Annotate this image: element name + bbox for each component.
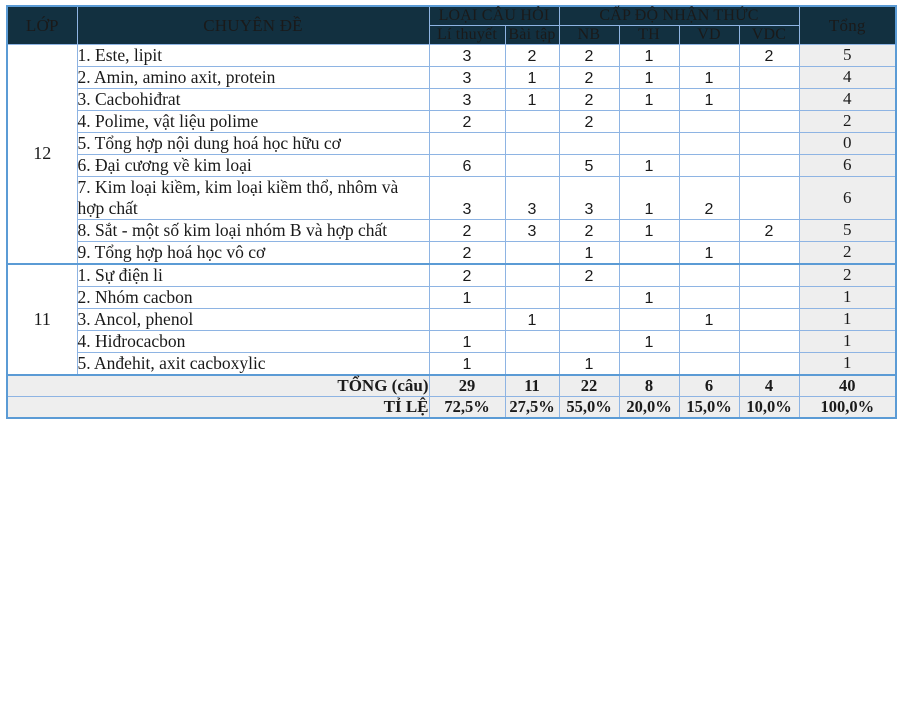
count-cell-nb: 5 xyxy=(559,154,619,176)
count-cell-th xyxy=(619,110,679,132)
count-cell-nb: 2 xyxy=(559,264,619,287)
table-row xyxy=(7,352,896,375)
count-cell-th: 1 xyxy=(619,286,679,308)
count-cell-li-thuyet: 3 xyxy=(429,44,505,66)
count-cell-vdc xyxy=(739,154,799,176)
summary-row xyxy=(7,375,896,397)
count-cell-bai-tap xyxy=(505,154,559,176)
count-cell-vdc xyxy=(739,176,799,219)
column-header-chuyen-de: CHUYÊN ĐỀ xyxy=(77,6,429,44)
table-row xyxy=(7,286,896,308)
topic-cell: 2. Nhóm cacbon xyxy=(77,286,429,308)
count-cell-li-thuyet: 6 xyxy=(429,154,505,176)
row-total-cell: 1 xyxy=(799,308,896,330)
table-row xyxy=(7,66,896,88)
topic-cell: 1. Sự điện li xyxy=(77,264,429,287)
count-cell-vdc: 2 xyxy=(739,219,799,241)
column-group-header-cap-do-nhan-thuc: CẤP ĐỘ NHẬN THỨC xyxy=(559,6,799,25)
count-cell-nb: 2 xyxy=(559,88,619,110)
count-cell-vd: 1 xyxy=(679,308,739,330)
count-cell-li-thuyet: 1 xyxy=(429,330,505,352)
count-cell-bai-tap: 1 xyxy=(505,308,559,330)
count-cell-vd xyxy=(679,264,739,287)
count-cell-vdc xyxy=(739,66,799,88)
count-cell-bai-tap xyxy=(505,110,559,132)
count-cell-bai-tap: 1 xyxy=(505,66,559,88)
count-cell-bai-tap xyxy=(505,352,559,375)
summary-cell-vdc: 4 xyxy=(739,375,799,397)
column-header-tong: Tổng xyxy=(799,6,896,44)
column-header-nb: NB xyxy=(559,25,619,44)
count-cell-li-thuyet: 3 xyxy=(429,66,505,88)
count-cell-th: 1 xyxy=(619,66,679,88)
column-header-vdc: VDC xyxy=(739,25,799,44)
count-cell-li-thuyet: 1 xyxy=(429,352,505,375)
count-cell-nb xyxy=(559,308,619,330)
count-cell-vd xyxy=(679,286,739,308)
count-cell-vd: 1 xyxy=(679,66,739,88)
summary-label-cell: TỔNG (câu) xyxy=(7,375,429,397)
topic-cell: 4. Hiđrocacbon xyxy=(77,330,429,352)
count-cell-nb: 2 xyxy=(559,110,619,132)
count-cell-vdc: 2 xyxy=(739,44,799,66)
row-total-cell: 4 xyxy=(799,88,896,110)
table-header xyxy=(7,6,896,44)
count-cell-vd: 2 xyxy=(679,176,739,219)
count-cell-vd: 1 xyxy=(679,88,739,110)
count-cell-vd xyxy=(679,330,739,352)
count-cell-vd: 1 xyxy=(679,241,739,264)
row-total-cell: 0 xyxy=(799,132,896,154)
count-cell-li-thuyet xyxy=(429,308,505,330)
summary-cell-th: 8 xyxy=(619,375,679,397)
topic-cell: 9. Tổng hợp hoá học vô cơ xyxy=(77,241,429,264)
summary-grand-total-cell: 40 xyxy=(799,375,896,397)
count-cell-vd xyxy=(679,154,739,176)
topic-cell: 5. Anđehit, axit cacboxylic xyxy=(77,352,429,375)
count-cell-nb: 1 xyxy=(559,352,619,375)
topic-cell: 6. Đại cương về kim loại xyxy=(77,154,429,176)
count-cell-li-thuyet: 2 xyxy=(429,110,505,132)
count-cell-vd xyxy=(679,219,739,241)
column-header-vd: VD xyxy=(679,25,739,44)
topic-cell: 3. Ancol, phenol xyxy=(77,308,429,330)
table-row xyxy=(7,44,896,66)
table-row xyxy=(7,176,896,219)
count-cell-th: 1 xyxy=(619,44,679,66)
count-cell-bai-tap xyxy=(505,264,559,287)
row-total-cell: 5 xyxy=(799,219,896,241)
count-cell-bai-tap xyxy=(505,286,559,308)
topic-cell: 2. Amin, amino axit, protein xyxy=(77,66,429,88)
count-cell-vdc xyxy=(739,132,799,154)
count-cell-vdc xyxy=(739,352,799,375)
count-cell-vd xyxy=(679,352,739,375)
count-cell-th xyxy=(619,352,679,375)
table-row xyxy=(7,110,896,132)
count-cell-th: 1 xyxy=(619,176,679,219)
count-cell-nb: 1 xyxy=(559,241,619,264)
count-cell-vdc xyxy=(739,286,799,308)
table-row xyxy=(7,132,896,154)
column-header-li-thuyet: Lí thuyết xyxy=(429,25,505,44)
count-cell-vdc xyxy=(739,308,799,330)
count-cell-vd xyxy=(679,110,739,132)
count-cell-vdc xyxy=(739,264,799,287)
count-cell-nb xyxy=(559,330,619,352)
table-row xyxy=(7,241,896,264)
table-row xyxy=(7,264,896,287)
count-cell-vdc xyxy=(739,110,799,132)
summary-cell-nb: 55,0% xyxy=(559,396,619,418)
row-total-cell: 1 xyxy=(799,352,896,375)
count-cell-vd xyxy=(679,132,739,154)
count-cell-vdc xyxy=(739,330,799,352)
count-cell-nb: 2 xyxy=(559,44,619,66)
summary-cell-nb: 22 xyxy=(559,375,619,397)
count-cell-nb: 2 xyxy=(559,219,619,241)
count-cell-th: 1 xyxy=(619,330,679,352)
row-total-cell: 2 xyxy=(799,110,896,132)
summary-cell-li-thuyet: 29 xyxy=(429,375,505,397)
table-row xyxy=(7,88,896,110)
summary-cell-vdc: 10,0% xyxy=(739,396,799,418)
row-total-cell: 5 xyxy=(799,44,896,66)
count-cell-th xyxy=(619,264,679,287)
count-cell-bai-tap: 3 xyxy=(505,219,559,241)
count-cell-nb xyxy=(559,286,619,308)
count-cell-nb: 2 xyxy=(559,66,619,88)
table-body xyxy=(7,44,896,418)
table-row xyxy=(7,219,896,241)
column-header-bai-tap: Bài tập xyxy=(505,25,559,44)
column-header-th: TH xyxy=(619,25,679,44)
summary-grand-total-cell: 100,0% xyxy=(799,396,896,418)
exam-matrix-table xyxy=(6,5,897,419)
count-cell-bai-tap xyxy=(505,330,559,352)
count-cell-li-thuyet: 2 xyxy=(429,264,505,287)
count-cell-li-thuyet: 3 xyxy=(429,88,505,110)
count-cell-th: 1 xyxy=(619,88,679,110)
summary-cell-th: 20,0% xyxy=(619,396,679,418)
table-row xyxy=(7,308,896,330)
row-total-cell: 1 xyxy=(799,286,896,308)
summary-cell-li-thuyet: 72,5% xyxy=(429,396,505,418)
row-total-cell: 4 xyxy=(799,66,896,88)
count-cell-li-thuyet: 2 xyxy=(429,241,505,264)
topic-cell: 7. Kim loại kiềm, kim loại kiềm thổ, nhôm và hợp chất xyxy=(77,176,429,219)
topic-cell: 5. Tổng hợp nội dung hoá học hữu cơ xyxy=(77,132,429,154)
row-total-cell: 6 xyxy=(799,176,896,219)
count-cell-th xyxy=(619,241,679,264)
topic-cell: 4. Polime, vật liệu polime xyxy=(77,110,429,132)
topic-cell: 8. Sắt - một số kim loại nhóm B và hợp chất xyxy=(77,219,429,241)
row-total-cell: 1 xyxy=(799,330,896,352)
count-cell-th xyxy=(619,308,679,330)
count-cell-bai-tap: 1 xyxy=(505,88,559,110)
row-total-cell: 2 xyxy=(799,264,896,287)
count-cell-li-thuyet: 3 xyxy=(429,176,505,219)
table-row xyxy=(7,154,896,176)
count-cell-bai-tap xyxy=(505,132,559,154)
summary-cell-bai-tap: 11 xyxy=(505,375,559,397)
count-cell-vd xyxy=(679,44,739,66)
count-cell-vdc xyxy=(739,241,799,264)
row-total-cell: 6 xyxy=(799,154,896,176)
count-cell-vdc xyxy=(739,88,799,110)
count-cell-li-thuyet: 2 xyxy=(429,219,505,241)
grade-label-cell: 12 xyxy=(7,44,77,264)
topic-cell: 1. Este, lipit xyxy=(77,44,429,66)
count-cell-bai-tap: 3 xyxy=(505,176,559,219)
count-cell-bai-tap: 2 xyxy=(505,44,559,66)
count-cell-th: 1 xyxy=(619,154,679,176)
column-group-header-loai-cau-hoi: LOẠI CÂU HỎI xyxy=(429,6,559,25)
summary-cell-vd: 6 xyxy=(679,375,739,397)
row-total-cell: 2 xyxy=(799,241,896,264)
count-cell-li-thuyet: 1 xyxy=(429,286,505,308)
count-cell-th: 1 xyxy=(619,219,679,241)
table-row xyxy=(7,330,896,352)
summary-cell-vd: 15,0% xyxy=(679,396,739,418)
column-header-lop: LỚP xyxy=(7,6,77,44)
count-cell-bai-tap xyxy=(505,241,559,264)
count-cell-nb xyxy=(559,132,619,154)
topic-cell: 3. Cacbohiđrat xyxy=(77,88,429,110)
summary-label-cell: TỈ LỆ xyxy=(7,396,429,418)
summary-cell-bai-tap: 27,5% xyxy=(505,396,559,418)
count-cell-nb: 3 xyxy=(559,176,619,219)
header-row-1 xyxy=(7,6,896,25)
summary-row xyxy=(7,396,896,418)
count-cell-th xyxy=(619,132,679,154)
grade-label-cell: 11 xyxy=(7,264,77,375)
count-cell-li-thuyet xyxy=(429,132,505,154)
